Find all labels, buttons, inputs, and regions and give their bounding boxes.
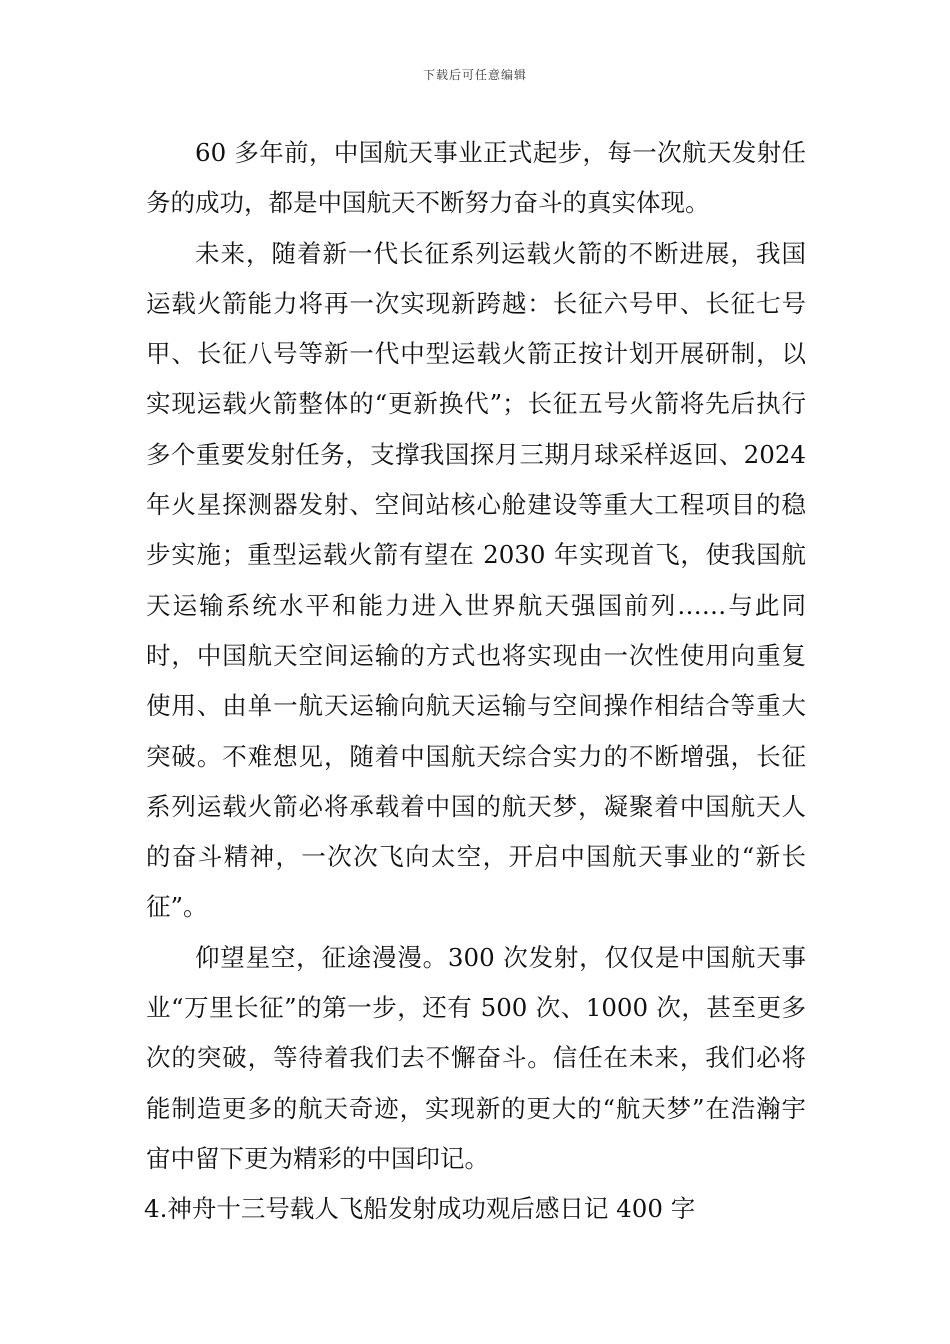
paragraph-2: 未来，随着新一代长征系列运载火箭的不断进展，我国运载火箭能力将再一次实现新跨越：长征六号甲、长征七号甲、长征八号等新一代中型运载火箭正按计划开展研制，以实现运载火箭整体的“更新换代”；长征五号火箭将先后执行多个重要发射任务，支撑我国探月三期月球采样返回、2024 年火星探测器发射、空间站核心舱建设等重大工程项目的稳步实施；重型运载火箭有望在 2030 年实现首飞，使我国航天运输系统水平和能力进入世界航天强国前列……与此同时，中国航天空间运输的方式也将实现由一次性使用向重复使用、由单一航天运输向航天运输与空间操作相结合等重大突破。不难想见，随着中国航天综合实力的不断增强，长征系列运载火箭必将承载着中国的航天梦，凝聚着中国航天人的奋斗精神，一次次飞向太空，开启中国航天事业的“新长征”。: [146, 238, 806, 922]
download-note: 下载后可任意编辑: [422, 68, 527, 82]
article-body: [146, 128, 806, 1235]
section-heading: 4.神舟十三号载人飞船发射成功观后感日记 400 字: [144, 1194, 696, 1224]
paragraph-1: 60 多年前，中国航天事业正式起步，每一次航天发射任务的成功，都是中国航天不断努力奋斗的真实体现。: [146, 138, 806, 218]
paragraph-3: 仰望星空，征途漫漫。300 次发射，仅仅是中国航天事业“万里长征”的第一步，还有 500 次、1000 次，甚至更多次的突破，等待着我们去不懈奋斗。信任在未来，我们必将能制造更多的航天奇迹，实现新的更大的“航天梦”在浩瀚宇宙中留下更为精彩的中国印记。: [146, 942, 806, 1173]
